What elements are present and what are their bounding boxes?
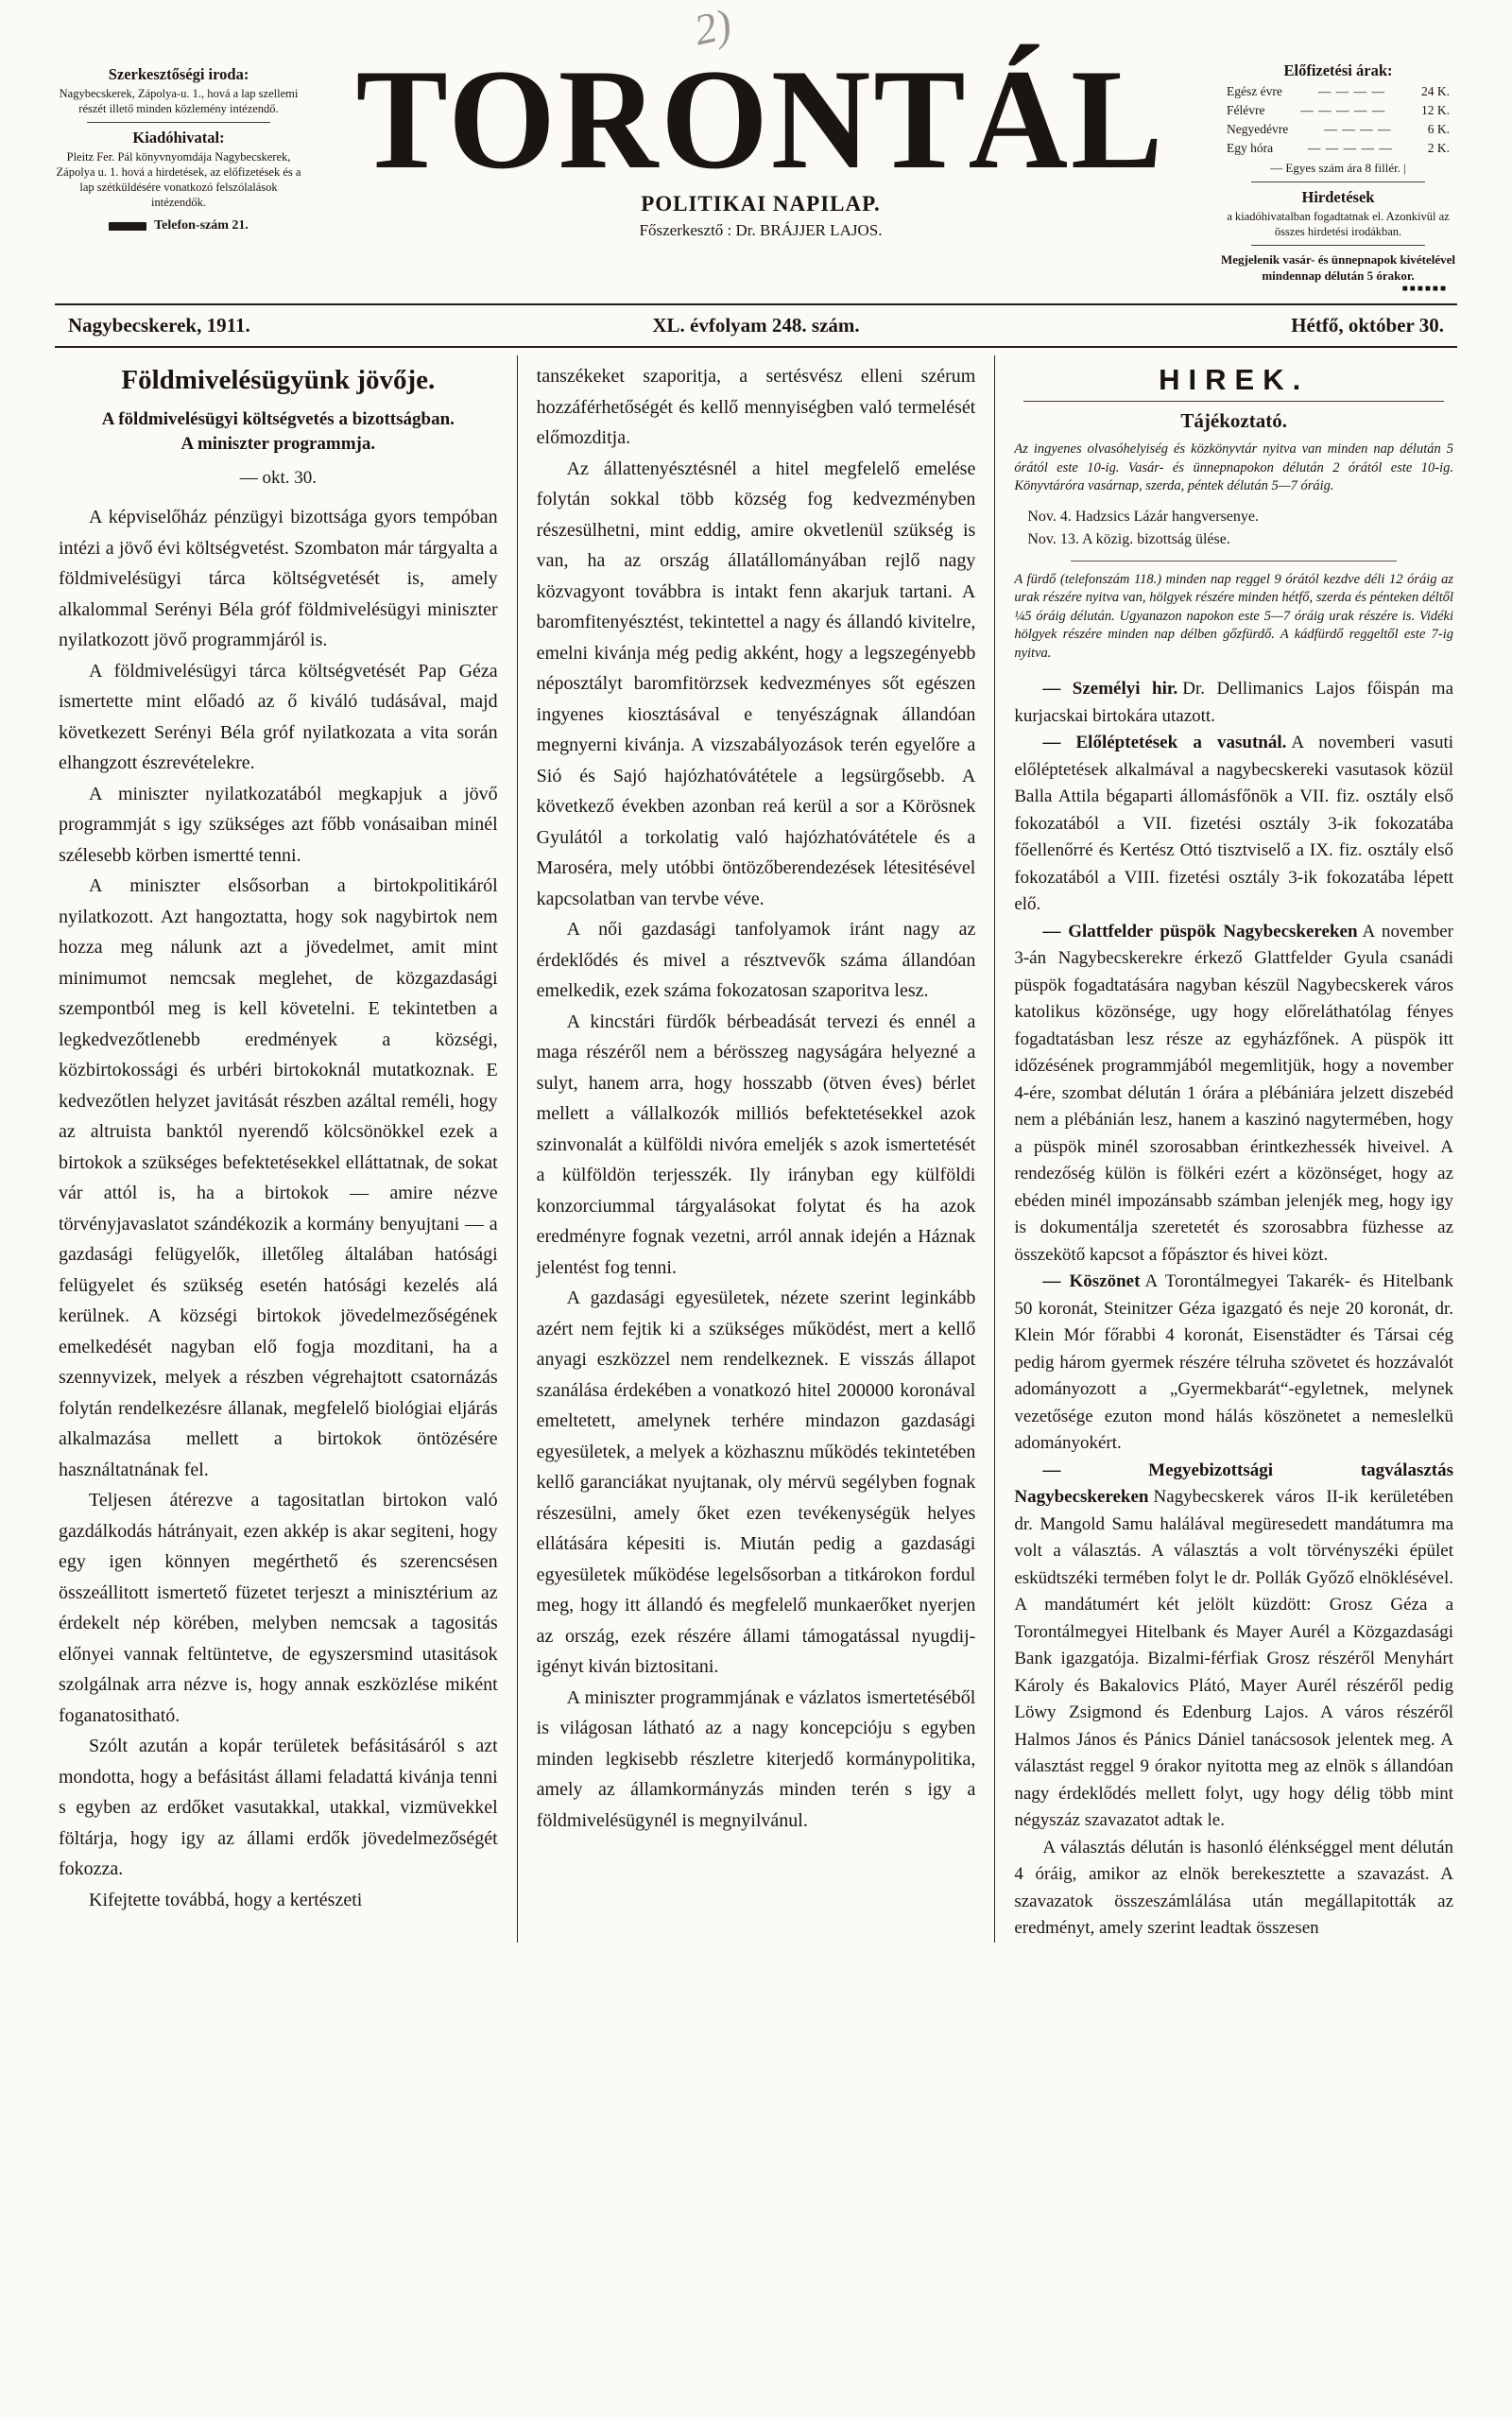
divider	[1251, 245, 1425, 246]
news-item	[1014, 1269, 1453, 1458]
column-3-hirek	[994, 355, 1457, 1943]
publish-note: Megjelenik vasár- és ünnepnapok kivételével mindennap délután 5 órakor.	[1221, 252, 1455, 283]
article-paragraph: A miniszter programmjának e vázlatos ismertetéséből is világosan látható az a nagy koncepcióju s egyben minden legkisebb részletre kiterjedő kormánypolitika, amely az államkormányzás minden terén s igy a földmivelésügynél is megnyilvánul.	[536, 1686, 976, 1831]
column-1	[55, 355, 517, 1943]
dateline-place: Nagybecskerek, 1911.	[68, 314, 250, 337]
article-paragraph: tanszékeket szaporitja, a sertésvész elleni szérum hozzáférhetőségét és kellő mennyiségben való termelését előmozditja.	[536, 366, 976, 448]
news-item	[1014, 1458, 1453, 1835]
subscription-box	[1219, 49, 1457, 294]
events-block	[1014, 506, 1453, 551]
news-item-text: A Torontálmegyei Takarék- és Hitelbank 50 koronát, Steinitzer Géza igazgató és neje 20 koronát, dr. Klein Mór főrabbi 4 koronát, Eisenstädter és Társai cég pedig három gyermek részére télruha szövetet és hozzávalót adományozott a „Gyermekbarát“-egyletnek, melynek vezetősége ezuton mond hálás köszönetet a nemeslelkü adományokért.	[1014, 1271, 1454, 1453]
newspaper-subtitle: POLITIKAI NAPILAP.	[641, 191, 881, 216]
news-item-text: Dr. Dellimanics Lajos főispán ma kurjacskai birtokára utazott.	[1014, 679, 1453, 726]
price-leader: — — — — —	[1307, 141, 1393, 155]
event-item: Nov. 4. Hadzsics Lázár hangversenye.	[1027, 508, 1259, 525]
article-paragraph: A földmivelésügyi tárca költségvetését Pap Géza ismertette mint előadó az ő kiváló tudásával, majd következett Serényi Béla gróf nyilatkozata a vita során elhangzott észrevételekre.	[59, 660, 498, 773]
news-item-lead: — Köszönet	[1042, 1271, 1141, 1291]
subscription-heading: Előfizetési árak:	[1283, 61, 1393, 79]
divider	[1071, 561, 1397, 562]
news-item	[1014, 730, 1453, 919]
phone-number: Telefon-szám 21.	[154, 218, 249, 233]
news-item-continuation: A választás délután is hasonló élénkséggel ment délután 4 óráig, amikor az elnök berekesztette a szavazást. A szavazatok összeszámlálása után megállapitották az eredményt, amely szerint leadtak összesen	[1014, 1837, 1454, 1938]
article-subtitle: A miniszter programmja.	[180, 434, 376, 454]
article-paragraph: A miniszter nyilatkozatából megkapjuk a jövő programmját s igy szükséges azt főbb vonásaiban minél szélesebb körben ismertté tenni.	[59, 783, 498, 866]
ink-smudge	[109, 222, 146, 231]
dateline-issue: XL. évfolyam 248. szám.	[652, 314, 860, 337]
column-2	[517, 355, 995, 1943]
price-label: Negyedévre	[1227, 122, 1289, 136]
article-paragraph: Az állattenyésztésnél a hitel megfelelő emelése folytán sokkal több község fog kedvezményben részesülhetni, mint eddig, amire okvetlenül szükség is van, ha az ország állatállományában rejlő nagy közvagyont továbbra is intakt fenn akarjuk tartani. A baromfitenyésztést, tekintettel a nagy és állandó kivitelre, emelni kivánja még pedig akként, hogy a legszegényebb néposztályt baromfitörzsek kedvezményes sőt egészen ingyenes kiosztásával e tenyészágnak állandóan megnyerni kivánja. A vizszabályozások terén egyelőre a Sió és Sajó hajózhatóvátétele a legsürgősebb. A következő években azonban reá kerül a sor a Körösnek Gyulától a torkolatig való hajózhatóvátétele és a Maroséra, mely utóbbi öntözőberendezések létesitésével kapcsolatban van tervbe véve.	[536, 458, 976, 909]
article-dateline: — okt. 30.	[239, 468, 317, 488]
news-item-lead: — Előléptetések a vasutnál.	[1042, 733, 1287, 752]
divider	[87, 122, 270, 123]
article-paragraph: A kincstári fürdők bérbeadását tervezi és ennél a maga részéről nem a bérösszeg nagyságára helyezné a sulyt, hanem arra, hogy hosszabb (ötven éves) bérlet mellett a vállalkozók milliós befektetésekkel azok szinvonalát a külföldi nivóra emeljék s azok ismertetését a külföldön terjesszék. Ily irányban egy külföldi konzorciummal tárgyalásokat folytat és ha azok eredményre fognak vezetni, arról annak idején a Háznak jelentést fog tenni.	[536, 1011, 976, 1278]
article-paragraph: Kifejtette továbbá, hogy a kertészeti	[89, 1889, 363, 1910]
editorial-office-box	[55, 49, 302, 233]
price-row	[1219, 82, 1457, 101]
single-copy-price: — Egyes szám ára 8 fillér. |	[1270, 161, 1406, 175]
dateline-date: Hétfő, október 30.	[1291, 314, 1444, 337]
tajekoztato-heading: Tájékoztató.	[1180, 409, 1287, 432]
price-row	[1219, 120, 1457, 139]
price-label: Félévre	[1227, 103, 1265, 117]
handwritten-mark: 2)	[690, 0, 736, 55]
ads-heading: Hirdetések	[1301, 188, 1375, 206]
article-subtitle: A földmivelésügyi költségvetés a bizottságban.	[101, 409, 455, 429]
body-columns	[55, 355, 1457, 1943]
price-value: 24 K.	[1421, 84, 1450, 98]
newspaper-title: TORONTÁL	[355, 39, 1166, 199]
divider	[1251, 181, 1425, 182]
news-item-lead: — Személyi hir.	[1042, 679, 1178, 699]
dateline-bar	[55, 303, 1457, 348]
masthead-header	[55, 39, 1457, 294]
article-title: Földmivelésügyünk jövője.	[121, 365, 436, 395]
divider	[1023, 401, 1444, 402]
news-item	[1014, 919, 1453, 1270]
bath-notice: A fürdő (telefonszám 118.) minden nap reggel 9 órától kezdve déli 12 óráig az urak részére nyitva van, hölgyek részére minden hétfő, szerda és pénteken déltől ¼5 óráig délután. Ugyanazon napokon este 5—7 óráig urak részére is. Vidéki hölgyek részére minden nap délben gőzfürdő. A kádfürdő reggeltől este 7-ig nyitva.	[1014, 571, 1454, 661]
news-item-lead: — Glattfelder püspök Nagybecskereken	[1042, 921, 1358, 942]
ads-text: a kiadóhivatalban fogadtatnak el. Azonkivül az összes hirdetési irodákban.	[1227, 210, 1450, 238]
price-leader: — — — —	[1324, 122, 1392, 136]
library-notice: Az ingyenes olvasóhelyiség és közkönyvtár nyitva van minden nap délután 5 órától este 10-ig. Vasár- és ünnepnapokon délután 2 órától este 10-ig. Könyvtáróra vasárnap, szerda, péntek délután 5—7 óráig.	[1014, 441, 1454, 493]
publisher-address: Pleitz Fer. Pál könyvnyomdája Nagybecskerek, Zápolya u. 1. hová a hirdetések, az előfizetések és a lap szétküldésére vonatkozó felszólalások intézendők.	[56, 150, 301, 209]
article-paragraph: Szólt azután a kopár területek befásitásáról s azt mondotta, hogy a befásitást állami feladattá kivánja tenni s egyben az erdőket vasutakkal, utakkal, vizmüvekkel föltárja, hogy igy az állami erdők jövedelmezőségét fokozza.	[59, 1736, 498, 1879]
news-block	[1014, 676, 1453, 1943]
news-item-text: Nagybecskerek város II-ik kerületében dr. Mangold Samu halálával megüresedett mandátumra ma volt a választás. A választás a volt törvényszéki épület esküdtszéki termében folyt le dr. Pollák Győző elnöklésével. A mandátumért két jelölt küzdött: Grosz Géza a Torontálmegyei Hitelbank és Mayer Aurél a Közgazdasági Bank igazgatója. Bizalmi-férfiak Grosz részéről Menyhárt Károly és Bakalovics Plátó, Mayer Aurél részéről pedig Löwy Zsigmond és Edenburg Lajos. A város részéről Halmos János és Pánics Dániel tanácsosok jelentek meg. A választást reggel 9 órakor nyitotta meg az elnök s állandóan nagy érdeklődés mellett folyt, ugy hogy délig több mint négyszáz szavazatot adtak le.	[1014, 1487, 1454, 1830]
editor-line: Főszerkesztő : Dr. BRÁJJER LAJOS.	[639, 220, 883, 239]
news-item	[1014, 676, 1453, 730]
price-label: Egy hóra	[1227, 141, 1274, 155]
article-paragraph: Teljesen átérezve a tagositatlan birtokon való gazdálkodás hátrányait, ezen akkép is akar segiteni, hogy egy igen könnyen megérthető és szerencsésen összeállitott ismertető füzetet terjeszt a minisztérium az érdekelt nép körében, melyben nemcsak a tagositás előnyei vannak feltüntetve, de egyszersmind utasitások szolgálnak arra nézve is, hogy annak eszközlése miként foganatositható.	[59, 1490, 498, 1726]
price-row	[1219, 101, 1457, 120]
hirek-heading: HIREK.	[1159, 363, 1310, 396]
editorial-office-heading: Szerkesztőségi iroda:	[108, 65, 249, 83]
news-item-lead: — Megyebizottsági tagválasztás Nagybecskereken	[1014, 1460, 1454, 1507]
publisher-heading: Kiadóhivatal:	[132, 129, 225, 147]
price-label: Egész évre	[1227, 84, 1282, 98]
masthead-center	[302, 39, 1219, 240]
event-item: Nov. 13. A közig. bizottság ülése.	[1027, 530, 1230, 547]
article-paragraph: A gazdasági egyesületek, nézete szerint leginkább azért nem fejtik ki a szükséges működést, mert a kellő anyagi eszközzel nem rendelkeznek. E visszás állapot szanálása érdekében a vonatkozó hitel 200000 koronával emeltetett, amelynek terhére mindazon gazdasági egyesületek, a melyek a közhasznu működés tekintetében kellő garanciákat nyujtanak, oly mérvü segélyben fognak részesülni, amely őket ezen tevékenységük helyes ellátására képesiti is. Miután pedig a gazdasági egyesületek működése legelsősorban a titkárokon fordul meg, hogy itt állandó és megfelelő munkaerőket nyerjen az ország, ezek részére állami támogatással nyugdij-igényt kiván biztositani.	[536, 1287, 976, 1677]
price-value: 12 K.	[1421, 103, 1450, 117]
article-paragraph: A képviselőház pénzügyi bizottsága gyors tempóban intézi a jövő évi költségvetést. Szombaton már tárgyalta a földmivelésügyi tárca költségvetését is, amely alkalommal Serényi Béla gróf földmivelésügyi miniszter nyilatkozott jövő programmjáról is.	[59, 507, 498, 650]
news-item-text: A novemberi vasuti előléptetések alkalmával a nagybecskereki vasutasok közül Balla Attila bégaparti állomásfőnök a VII. fiz. osztály első fokozatából a VII. fizetési osztály 3-ik fokozatába főellenőrré és Kertész Ottó tisztviselő a IX. fiz. osztály első fokozatából a VIII. fizetési osztály 3-ik fokozatába lépett elő.	[1014, 733, 1454, 914]
price-leader: — — — — —	[1300, 103, 1386, 117]
price-value: 6 K.	[1427, 122, 1450, 136]
price-value: 2 K.	[1427, 141, 1450, 155]
ink-marks: ■■■■■■	[1401, 284, 1448, 294]
article-paragraph: A női gazdasági tanfolyamok iránt nagy az érdeklődés és mivel a résztvevők száma állandóan emelkedik, ezek száma fokozatosan szaporitva lesz.	[536, 919, 976, 1001]
price-leader: — — — —	[1317, 84, 1385, 98]
article-paragraph: A miniszter elsősorban a birtokpolitikáról nyilatkozott. Azt hangoztatta, hogy sok nagybirtok nem hozza meg nálunk azt a jövedelmet, amit mint minimumot nemcsak meglehet, de közgazdasági szempontból meg is kell követelni. E tekintetben a legkedvezőtlenebb eredmények a községi, közbirtokossági és urbéri birtokoknál mutatkoznak. E kedvezőtlen helyzet javitását részben azáltal reméli, hogy az altruista banktól nyerendő kölcsönökkel ezek a birtokok a szükséges befektetésekkel elláttatnak, de sokat vár attól is, ha a birtokok — amire nézve törvényjavaslatot szándékozik a kormány benyujtani — a gazdasági felügyelők, illetőleg általában hatósági felügyelet és szükség esetén hatósági kezelés alá kerülnek. A községi birtokok jövedelmezőségének emelkedését nagyban elő fogja mozditani, ha a szennyvizek, melyek a részben végrehajtott csatornázás folytán rendelkezésre állanak, megfelelő biológiai eljárás alkalmazása mellett a birtokok öntözésére használtatnának fel.	[59, 875, 498, 1480]
phone-line	[55, 218, 302, 233]
news-item-text: A november 3-án Nagybecskerekre érkező Glattfelder Gyula csanádi püspök fogadtatására nagyban készül Nagybecskerek város katolikus közönsége, ugy hogy előreláthatólag fényes fogadtatásban lesz része az egyházfőnek. A püspök itt időzésének programmjából megemlitjük, hogy a november 4-ére, szombat délután 1 órára a plébániára jelzett diszebéd nem a plébánián lesz, hanem a kaszinó nagytermében, hogy a püspök minél szorosabban érintkezhessék hiveivel. A rendezőség külön is fölkéri ezért a közönséget, hogy az ebéden minél impozánsabb számban jelenjék meg, hogy igy is dokumentálja szeretetét és szorosabbra füzhesse az összekötő kapcsot a főpásztor és hivei közt.	[1014, 921, 1454, 1265]
editorial-office-address: Nagybecskerek, Zápolya-u. 1., hová a lap szellemi részét illető minden közlemény intézendő.	[59, 87, 299, 115]
price-row	[1219, 139, 1457, 158]
